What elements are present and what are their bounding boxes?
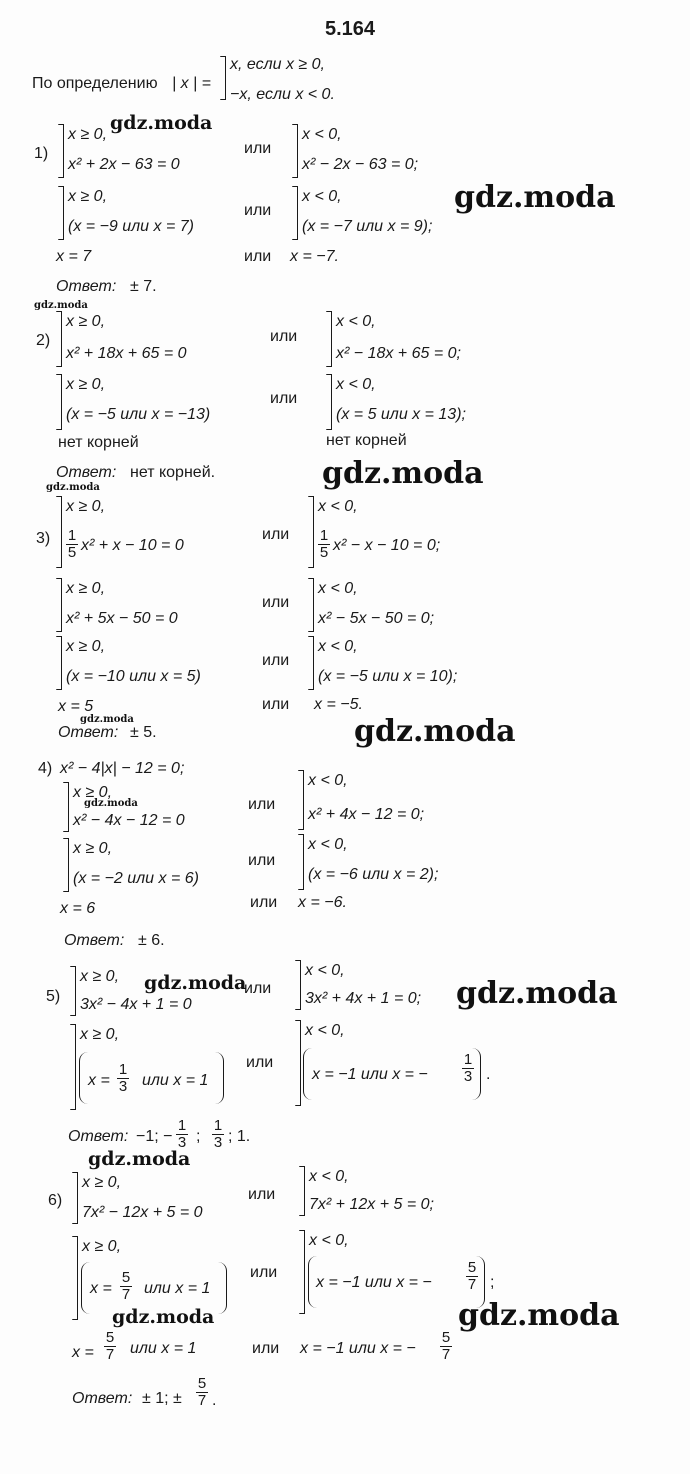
- part-2-answer-label: Ответ:: [56, 464, 117, 481]
- part-5-answer-a: −1; −: [136, 1128, 173, 1145]
- part-5-or-1: или: [244, 980, 272, 997]
- part-3-system-b-brace: [313, 496, 314, 568]
- part-1-answer: ± 7.: [130, 278, 157, 295]
- part-2-number: 2): [36, 332, 51, 349]
- part-6-result-2a: x = −1 или x = −: [300, 1340, 416, 1357]
- denominator: 3: [213, 1134, 223, 1151]
- part-2-or-1: или: [270, 328, 298, 345]
- part-2-system-d-brace: [331, 374, 332, 430]
- part-3-system-e-line2: (x = −10 или x = 5): [66, 668, 201, 685]
- part-2-answer: нет корней.: [130, 464, 216, 481]
- numerator: 1: [118, 1061, 128, 1078]
- part-2-or-2: или: [270, 390, 298, 407]
- part-4-system-a-brace: [68, 782, 69, 832]
- part-6-system-d-brace: [304, 1230, 305, 1314]
- part-5-system-c-brace: [75, 1024, 76, 1110]
- part-1-system-b-line2: x² − 2x − 63 = 0;: [302, 156, 419, 173]
- part-5-answer-fraction-2: [212, 1118, 224, 1151]
- watermark-3: gdz.moda: [34, 300, 88, 311]
- part-2-system-a-line1: x ≥ 0,: [66, 313, 106, 330]
- watermark-12: gdz.moda: [112, 1306, 215, 1328]
- part-5-system-c-fraction: [117, 1062, 129, 1095]
- part-5-system-b-brace: [300, 960, 301, 1010]
- part-3-answer: ± 5.: [130, 724, 157, 741]
- part-5-answer-label: Ответ:: [68, 1128, 129, 1145]
- part-3-system-b-line1: x < 0,: [318, 498, 358, 515]
- watermark-10: gdz.moda: [456, 976, 618, 1011]
- part-6-system-a-brace: [77, 1172, 78, 1224]
- part-6-system-b-line1: x < 0,: [309, 1168, 349, 1185]
- part-1-result-1: x = 7: [56, 248, 92, 265]
- part-5-number: 5): [46, 988, 61, 1005]
- watermark-8: gdz.moda: [84, 798, 138, 809]
- part-4-system-d-line2: (x = −6 или x = 2);: [308, 866, 439, 883]
- denominator: 5: [319, 544, 329, 561]
- part-2-system-b-line1: x < 0,: [336, 313, 376, 330]
- part-3-result-1: x = 5: [58, 698, 94, 715]
- denominator: 7: [441, 1346, 451, 1363]
- denominator: 7: [105, 1346, 115, 1363]
- part-3-system-a-fraction: [66, 528, 78, 561]
- part-1-system-c-line2: (x = −9 или x = 7): [68, 218, 194, 235]
- denominator: 3: [463, 1068, 473, 1085]
- watermark-7: gdz.moda: [354, 714, 516, 749]
- part-1-or-1: или: [244, 140, 272, 157]
- part-4-equation: x² − 4|x| − 12 = 0;: [60, 760, 185, 777]
- part-1-system-d-brace: [297, 186, 298, 240]
- part-5-system-d-paren-right: [472, 1048, 481, 1100]
- part-3-system-f-line2: (x = −5 или x = 10);: [318, 668, 458, 685]
- denominator: 7: [121, 1286, 131, 1303]
- part-4-system-a-line2: x² − 4x − 12 = 0: [73, 812, 185, 829]
- part-6-system-c-fraction: [120, 1270, 132, 1303]
- part-6-answer-a: ± 1; ±: [142, 1390, 182, 1407]
- part-6-answer-label: Ответ:: [72, 1390, 133, 1407]
- watermark-13: gdz.moda: [458, 1298, 620, 1333]
- part-3-system-b-line2: x² − x − 10 = 0;: [333, 537, 441, 554]
- part-6-system-c-paren-left: [81, 1262, 90, 1314]
- numerator: 5: [441, 1329, 451, 1346]
- numerator: 5: [467, 1259, 477, 1276]
- part-6-system-c-brace: [77, 1236, 78, 1320]
- part-1-system-a-line2: x² + 2x − 63 = 0: [68, 156, 180, 173]
- watermark-1: gdz.moda: [110, 112, 213, 134]
- part-1-system-d-line1: x < 0,: [302, 188, 342, 205]
- definition-case2: −x, если x < 0.: [230, 86, 335, 103]
- denominator: 7: [197, 1392, 207, 1409]
- part-4-system-d-brace: [303, 834, 304, 890]
- part-6-system-d-line2a: x = −1 или x = −: [316, 1274, 432, 1291]
- part-3-answer-label: Ответ:: [58, 724, 119, 741]
- part-3-system-a-brace: [61, 496, 62, 568]
- part-1-system-c-brace: [63, 186, 64, 240]
- part-4-system-b-brace: [303, 770, 304, 830]
- numerator: 5: [121, 1269, 131, 1286]
- part-5-system-c-line2b: или x = 1: [142, 1072, 209, 1089]
- numerator: 1: [463, 1051, 473, 1068]
- part-4-or-3: или: [250, 894, 278, 911]
- numerator: 1: [67, 527, 77, 544]
- part-6-system-b-brace: [304, 1166, 305, 1216]
- part-4-system-c-line1: x ≥ 0,: [73, 840, 113, 857]
- part-5-system-a-brace: [75, 966, 76, 1016]
- part-5-system-d-brace: [300, 1020, 301, 1106]
- part-5-system-c-paren-right: [215, 1052, 224, 1104]
- part-6-result-1-fraction: [104, 1330, 116, 1363]
- definition-abs: | x | =: [172, 75, 211, 92]
- part-2-result-2: нет корней: [326, 432, 407, 449]
- part-1-or-2: или: [244, 202, 272, 219]
- part-2-system-b-brace: [331, 311, 332, 367]
- part-5-system-d-line1: x < 0,: [305, 1022, 345, 1039]
- part-4-number: 4): [38, 760, 53, 777]
- part-2-system-b-line2: x² − 18x + 65 = 0;: [336, 345, 461, 362]
- part-6-system-d-line2b: ;: [490, 1274, 495, 1291]
- part-6-result-2-fraction: [440, 1330, 452, 1363]
- part-6-result-1a: x =: [72, 1344, 94, 1361]
- part-5-system-d-paren-left: [303, 1048, 312, 1100]
- part-2-system-c-line2: (x = −5 или x = −13): [66, 406, 211, 423]
- part-5-system-c-line2a: x =: [88, 1072, 110, 1089]
- part-3-system-d-line1: x < 0,: [318, 580, 358, 597]
- part-3-system-e-brace: [61, 636, 62, 690]
- part-5-system-b-line1: x < 0,: [305, 962, 345, 979]
- denominator: 5: [67, 544, 77, 561]
- numerator: 1: [177, 1117, 187, 1134]
- part-1-number: 1): [34, 145, 49, 162]
- part-5-system-d-line2b: .: [486, 1066, 491, 1083]
- part-4-or-2: или: [248, 852, 276, 869]
- part-6-system-c-line2b: или x = 1: [144, 1280, 211, 1297]
- denominator: 3: [118, 1078, 128, 1095]
- part-3-system-f-brace: [313, 636, 314, 690]
- part-6-system-c-paren-right: [218, 1262, 227, 1314]
- part-3-or-2: или: [262, 594, 290, 611]
- part-1-system-d-line2: (x = −7 или x = 9);: [302, 218, 433, 235]
- part-3-number: 3): [36, 530, 51, 547]
- part-3-or-1: или: [262, 526, 290, 543]
- part-3-system-a-line1: x ≥ 0,: [66, 498, 106, 515]
- denominator: 7: [467, 1276, 477, 1293]
- part-2-system-a-brace: [61, 311, 62, 367]
- part-5-or-2: или: [246, 1054, 274, 1071]
- part-4-system-a-line1: x ≥ 0,: [73, 784, 113, 801]
- part-5-system-d-line2a: x = −1 или x = −: [312, 1066, 428, 1083]
- part-3-or-4: или: [262, 696, 290, 713]
- part-6-or-3: или: [252, 1340, 280, 1357]
- part-3-system-c-line2: x² + 5x − 50 = 0: [66, 610, 178, 627]
- numerator: 5: [197, 1375, 207, 1392]
- part-3-system-f-line1: x < 0,: [318, 638, 358, 655]
- watermark-11: gdz.moda: [88, 1148, 191, 1170]
- definition-lead: По определению: [32, 75, 158, 92]
- part-4-system-c-brace: [68, 838, 69, 892]
- part-6-system-a-line2: 7x² − 12x + 5 = 0: [82, 1204, 203, 1221]
- denominator: 3: [177, 1134, 187, 1151]
- part-3-system-d-brace: [313, 578, 314, 632]
- part-3-result-2: x = −5.: [314, 696, 363, 713]
- part-6-system-a-line1: x ≥ 0,: [82, 1174, 122, 1191]
- part-6-system-b-line2: 7x² + 12x + 5 = 0;: [309, 1196, 434, 1213]
- part-6-number: 6): [48, 1192, 63, 1209]
- part-4-answer-label: Ответ:: [64, 932, 125, 949]
- part-2-system-a-line2: x² + 18x + 65 = 0: [66, 345, 187, 362]
- part-3-system-b-fraction: [318, 528, 330, 561]
- part-5-answer-b: ; 1.: [228, 1128, 251, 1145]
- part-1-system-b-line1: x < 0,: [302, 126, 342, 143]
- watermark-2: gdz.moda: [454, 180, 616, 215]
- part-1-system-c-line1: x ≥ 0,: [68, 188, 108, 205]
- numerator: 1: [213, 1117, 223, 1134]
- part-4-answer: ± 6.: [138, 932, 165, 949]
- part-5-system-c-paren-left: [79, 1052, 88, 1104]
- part-6-system-c-line1: x ≥ 0,: [82, 1238, 122, 1255]
- part-4-system-b-line2: x² + 4x − 12 = 0;: [308, 806, 425, 823]
- part-5-answer-sep: ;: [196, 1128, 201, 1145]
- watermark-5: gdz.moda: [46, 482, 100, 493]
- part-6-answer-b: .: [212, 1392, 217, 1409]
- part-2-system-c-brace: [61, 374, 62, 430]
- part-3-or-3: или: [262, 652, 290, 669]
- definition-brace: [225, 56, 226, 100]
- part-1-result-2: x = −7.: [290, 248, 339, 265]
- part-5-system-c-line1: x ≥ 0,: [80, 1026, 120, 1043]
- part-6-answer-fraction: [196, 1376, 208, 1409]
- part-1-answer-label: Ответ:: [56, 278, 117, 295]
- part-5-system-a-line1: x ≥ 0,: [80, 968, 120, 985]
- part-1-system-b-brace: [297, 124, 298, 178]
- part-5-answer-fraction-1: [176, 1118, 188, 1151]
- part-4-result-2: x = −6.: [298, 894, 347, 911]
- watermark-4: gdz.moda: [322, 456, 484, 491]
- problem-number: 5.164: [325, 18, 376, 40]
- part-2-system-c-line1: x ≥ 0,: [66, 376, 106, 393]
- part-4-system-b-line1: x < 0,: [308, 772, 348, 789]
- numerator: 1: [319, 527, 329, 544]
- numerator: 5: [105, 1329, 115, 1346]
- part-4-system-d-line1: x < 0,: [308, 836, 348, 853]
- part-1-system-a-line1: x ≥ 0,: [68, 126, 108, 143]
- part-1-or-3: или: [244, 248, 272, 265]
- part-6-system-c-line2a: x =: [90, 1280, 112, 1297]
- watermark-9: gdz.moda: [144, 972, 247, 994]
- part-6-result-1b: или x = 1: [130, 1340, 197, 1357]
- watermark-6: gdz.moda: [80, 714, 134, 725]
- part-3-system-d-line2: x² − 5x − 50 = 0;: [318, 610, 435, 627]
- part-5-system-b-line2: 3x² + 4x + 1 = 0;: [305, 990, 422, 1007]
- part-4-result-1: x = 6: [60, 900, 96, 917]
- part-2-result-1: нет корней: [58, 434, 139, 451]
- part-6-system-d-line1: x < 0,: [309, 1232, 349, 1249]
- part-2-system-d-line1: x < 0,: [336, 376, 376, 393]
- part-3-system-c-line1: x ≥ 0,: [66, 580, 106, 597]
- definition-case1: x, если x ≥ 0,: [230, 56, 325, 73]
- part-6-or-2: или: [250, 1264, 278, 1281]
- part-3-system-a-line2: x² + x − 10 = 0: [81, 537, 184, 554]
- part-1-system-a-brace: [63, 124, 64, 178]
- part-3-system-e-line1: x ≥ 0,: [66, 638, 106, 655]
- part-4-or-1: или: [248, 796, 276, 813]
- part-4-system-c-line2: (x = −2 или x = 6): [73, 870, 199, 887]
- part-2-system-d-line2: (x = 5 или x = 13);: [336, 406, 466, 423]
- part-3-system-c-brace: [61, 578, 62, 632]
- part-5-system-a-line2: 3x² − 4x + 1 = 0: [80, 996, 192, 1013]
- part-6-or-1: или: [248, 1186, 276, 1203]
